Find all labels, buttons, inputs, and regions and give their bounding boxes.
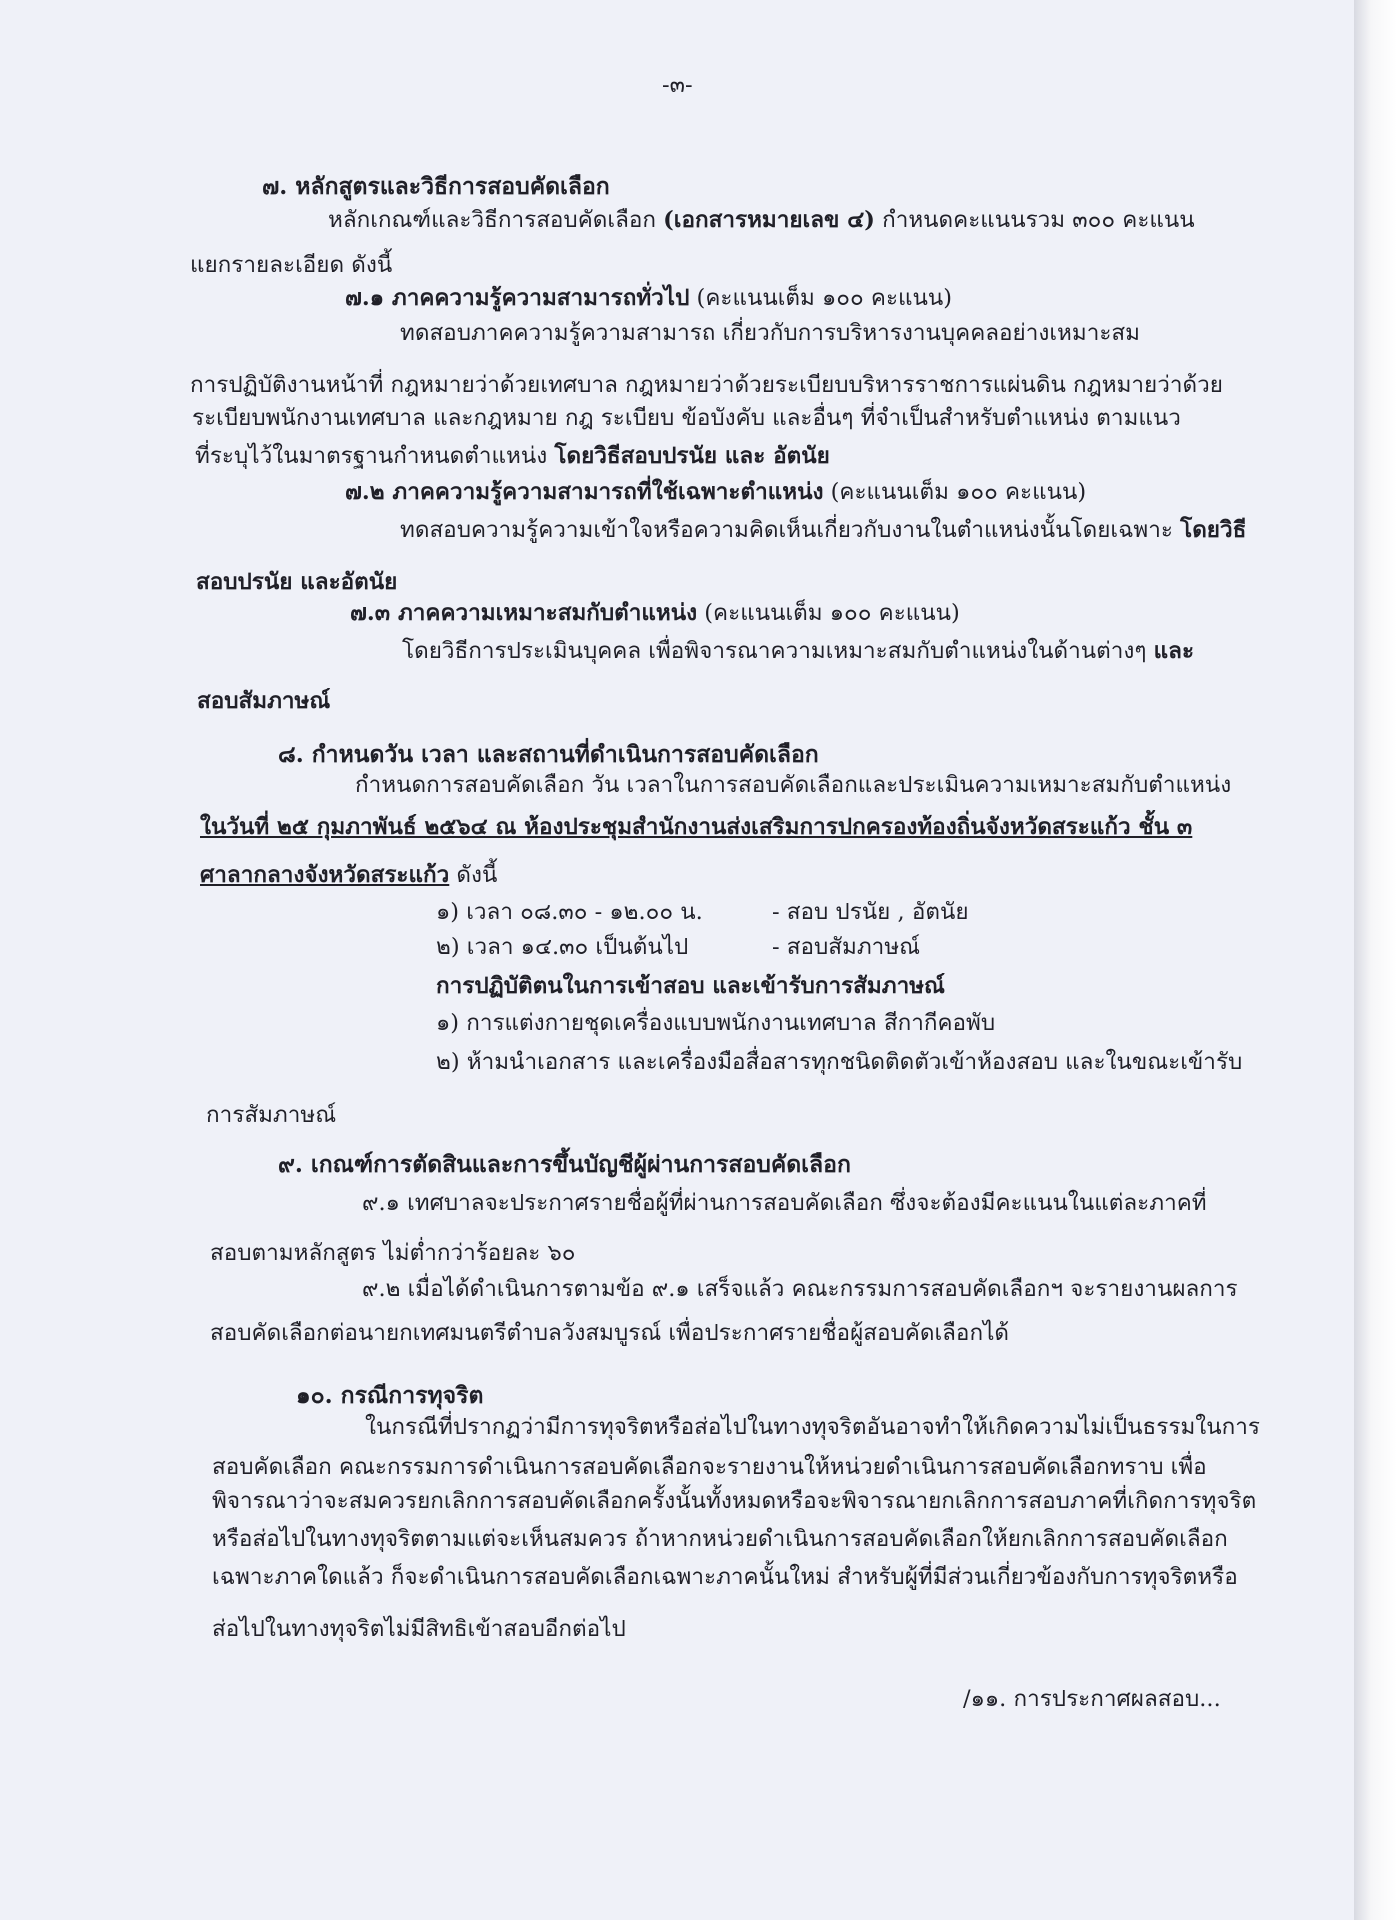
section-7-1-title — [345, 283, 952, 313]
schedule-2-desc: - สอบสัมภาษณ์ — [772, 934, 921, 960]
subsection-score: (คะแนนเต็ม ๑๐๐ คะแนน) — [689, 285, 953, 311]
intro-text: หลักเกณฑ์และวิธีการสอบคัดเลือก — [328, 207, 664, 233]
section-7-intro-2: แยกรายละเอียด ดังนี้ — [190, 252, 393, 278]
section-7-3-title — [350, 598, 960, 628]
text: ที่ระบุไว้ในมาตรฐานกำหนดตำแหน่ง — [195, 443, 555, 469]
subsection-title: ๗.๑ ภาคความรู้ความสามารถทั่วไป — [345, 285, 690, 311]
section-8-line-3 — [200, 860, 497, 890]
subsection-title: ๗.๓ ภาคความเหมาะสมกับตำแหน่ง — [350, 600, 698, 626]
section-7-2-title — [345, 477, 1086, 507]
section-9-2-line-2: สอบคัดเลือกต่อนายกเทศมนตรีตำบลวังสมบูรณ์ เพื่อประกาศรายชื่อผู้สอบคัดเลือกได้ — [210, 1320, 1009, 1346]
section-9-heading: ๙. เกณฑ์การตัดสินและการขึ้นบัญชีผู้ผ่านการสอบคัดเลือก — [278, 1151, 851, 1178]
section-7-3-line-2: สอบสัมภาษณ์ — [197, 688, 331, 714]
section-7-1-line-1: ทดสอบภาคความรู้ความสามารถ เกี่ยวกับการบริหารงานบุคคลอย่างเหมาะสม — [400, 320, 1140, 346]
section-7-1-line-4 — [195, 441, 830, 471]
section-9-1-line-1: ๙.๑ เทศบาลจะประกาศรายชื่อผู้ที่ผ่านการสอบคัดเลือก ซึ่งจะต้องมีคะแนนในแต่ละภาคที่ — [362, 1190, 1207, 1216]
section-10-line-5: เฉพาะภาคใดแล้ว ก็จะดำเนินการสอบคัดเลือกเฉพาะภาคนั้นใหม่ สำหรับผู้ที่มีส่วนเกี่ยวข้องกับการทุจริตหรือ — [212, 1564, 1238, 1590]
page-number: -๓- — [662, 72, 693, 98]
text: โดยวิธีการประเมินบุคคล เพื่อพิจารณาความเหมาะสมกับตำแหน่งในด้านต่างๆ — [402, 638, 1154, 664]
subsection-score: (คะแนนเต็ม ๑๐๐ คะแนน) — [823, 479, 1087, 505]
subsection-title: ๗.๒ ภาคความรู้ความสามารถที่ใช้เฉพาะตำแหน่ง — [345, 479, 824, 505]
conduct-item-2: ๒) ห้ามนำเอกสาร และเครื่องมือสื่อสารทุกชนิดติดตัวเข้าห้องสอบ และในขณะเข้ารับ — [436, 1049, 1243, 1075]
section-10-line-6: ส่อไปในทางทุจริตไม่มีสิทธิเข้าสอบอีกต่อไป — [212, 1616, 626, 1642]
section-7-3-line-1 — [402, 636, 1194, 666]
section-9-2-line-1: ๙.๒ เมื่อได้ดำเนินการตามข้อ ๙.๑ เสร็จแล้ว คณะกรรมการสอบคัดเลือกฯ จะรายงานผลการ — [362, 1276, 1238, 1302]
section-9-1-line-2: สอบตามหลักสูตร ไม่ต่ำกว่าร้อยละ ๖๐ — [210, 1240, 576, 1266]
text: ทดสอบความรู้ความเข้าใจหรือความคิดเห็นเกี่ยวกับงานในตำแหน่งนั้นโดยเฉพาะ — [400, 517, 1181, 543]
section-10-line-4: หรือส่อไปในทางทุจริตตามแต่จะเห็นสมควร ถ้าหากหน่วยดำเนินการสอบคัดเลือกให้ยกเลิกการสอบคัดเลือก — [212, 1526, 1228, 1552]
section-7-intro — [328, 205, 1195, 235]
schedule-1-desc: - สอบ ปรนัย , อัตนัย — [772, 899, 969, 925]
section-7-1-line-3: ระเบียบพนักงานเทศบาล และกฎหมาย กฎ ระเบียบ ข้อบังคับ และอื่นๆ ที่จำเป็นสำหรับตำแหน่ง ตามแนว — [192, 405, 1181, 431]
intro-reference: (เอกสารหมายเลข ๔) — [663, 207, 875, 233]
schedule-2-time: ๒) เวลา ๑๔.๓๐ เป็นต้นไป — [436, 934, 689, 960]
continuation-note: /๑๑. การประกาศผลสอบ... — [963, 1686, 1221, 1712]
section-10-heading: ๑๐. กรณีการทุจริต — [296, 1382, 484, 1409]
schedule-1-time: ๑) เวลา ๐๘.๓๐ - ๑๒.๐๐ น. — [436, 899, 703, 925]
section-7-2-line-2: สอบปรนัย และอัตนัย — [196, 569, 398, 595]
subsection-score: (คะแนนเต็ม ๑๐๐ คะแนน) — [697, 600, 960, 626]
section-10-line-2: สอบคัดเลือก คณะกรรมการดำเนินการสอบคัดเลือกจะรายงานให้หน่วยดำเนินการสอบคัดเลือกทราบ เพื่อ — [212, 1454, 1207, 1480]
section-7-1-line-2: การปฏิบัติงานหน้าที่ กฎหมายว่าด้วยเทศบาล กฎหมายว่าด้วยระเบียบบริหารราชการแผ่นดิน กฎหมายว่าด้วย — [190, 372, 1223, 398]
conduct-title: การปฏิบัติตนในการเข้าสอบ และเข้ารับการสัมภาษณ์ — [436, 973, 945, 999]
section-7-heading: ๗. หลักสูตรและวิธีการสอบคัดเลือก — [262, 173, 610, 200]
paper-edge — [1354, 0, 1397, 1920]
conduct-item-1: ๑) การแต่งกายชุดเครื่องแบบพนักงานเทศบาล สีกากีคอพับ — [436, 1010, 996, 1036]
text: ดังนี้ — [449, 862, 498, 888]
section-8-line-1: กำหนดการสอบคัดเลือก วัน เวลาในการสอบคัดเลือกและประเมินความเหมาะสมกับตำแหน่ง — [355, 772, 1232, 798]
section-10-line-1: ในกรณีที่ปรากฏว่ามีการทุจริตหรือส่อไปในทางทุจริตอันอาจทำให้เกิดความไม่เป็นธรรมในการ — [365, 1414, 1261, 1440]
conduct-item-2-cont: การสัมภาษณ์ — [206, 1102, 337, 1128]
section-8-heading: ๘. กำหนดวัน เวลา และสถานที่ดำเนินการสอบคัดเลือก — [278, 741, 819, 768]
exam-method: โดยวิธีสอบปรนัย และ อัตนัย — [554, 443, 830, 469]
section-7-2-line-1 — [400, 515, 1246, 545]
section-8-date-location: ในวันที่ ๒๕ กุมภาพันธ์ ๒๕๖๔ ณ ห้องประชุมสำนักงานส่งเสริมการปกครองท้องถิ่นจังหวัดสระแก้ว ชั้น ๓ — [200, 814, 1193, 840]
venue: ศาลากลางจังหวัดสระแก้ว — [200, 862, 450, 888]
section-10-line-3: พิจารณาว่าจะสมควรยกเลิกการสอบคัดเลือกครั้งนั้นทั้งหมดหรือจะพิจารณายกเลิกการสอบภาคที่เกิดการทุจริต — [212, 1488, 1257, 1514]
intro-total: กำหนดคะแนนรวม ๓๐๐ คะแนน — [874, 207, 1195, 233]
text-bold: และ — [1153, 638, 1195, 664]
exam-method: โดยวิธี — [1180, 517, 1247, 543]
